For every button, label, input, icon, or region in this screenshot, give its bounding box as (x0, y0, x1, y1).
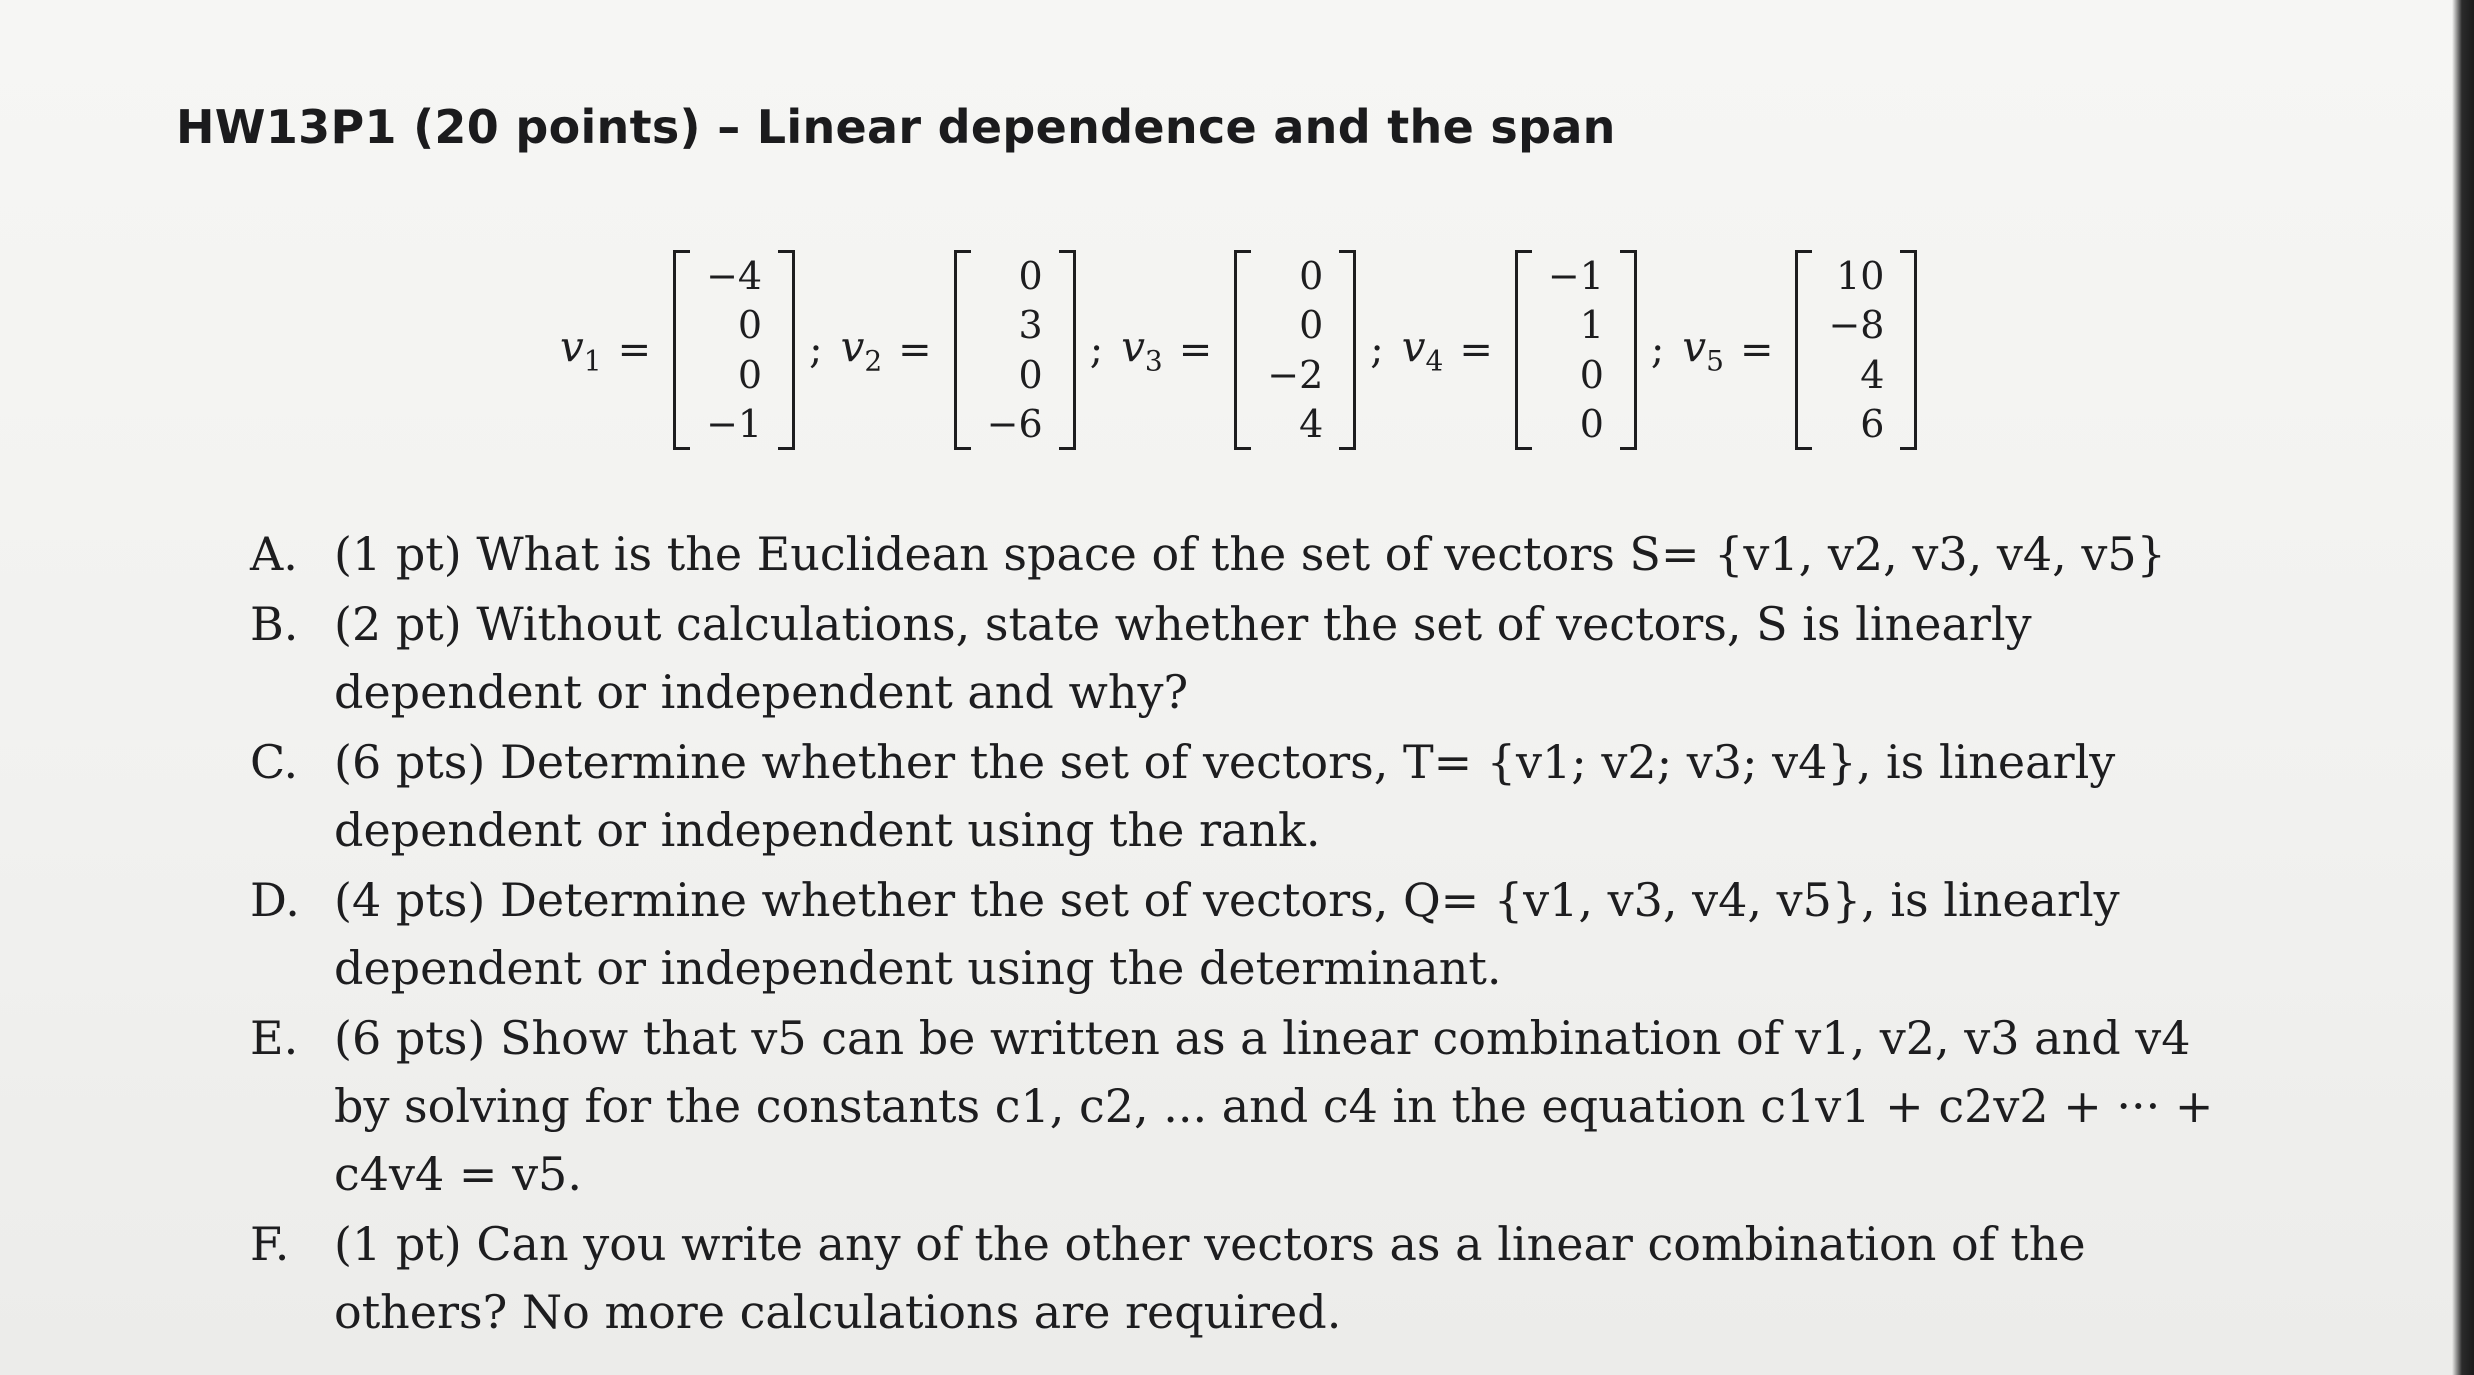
question-letter: D. (250, 873, 300, 927)
problem-title: HW13P1 (20 points) – Linear dependence and the span (176, 100, 1616, 154)
question-b (250, 590, 2250, 726)
column-matrix (1515, 250, 1637, 450)
equals-sign: = (898, 327, 932, 373)
matrix-entry: 0 (1579, 401, 1604, 446)
equals-sign: = (1739, 327, 1774, 373)
matrix-entry: −2 (1267, 352, 1324, 397)
matrix-entry: 3 (1018, 303, 1043, 348)
equals-sign: = (617, 327, 652, 373)
page-edge-shadow (2452, 0, 2474, 1375)
question-a (250, 520, 2250, 588)
matrix-entry: −1 (706, 401, 763, 446)
vector-definitions (560, 240, 1917, 460)
matrix-entry: −8 (1828, 303, 1885, 348)
vector-v4 (1402, 250, 1683, 450)
matrix-entry: 1 (1579, 303, 1604, 348)
vector-label: $v_2$ (840, 322, 883, 378)
separator: ; (1089, 327, 1104, 373)
question-c (250, 728, 2250, 864)
question-letter: B. (250, 597, 299, 651)
question-text: (1 pt) Can you write any of the other vectors as a linear combination of the others? No more calculations are required. (334, 1217, 2086, 1339)
question-letter: A. (250, 527, 298, 581)
matrix-entry: 10 (1836, 254, 1885, 298)
question-d (250, 866, 2250, 1002)
matrix-entry: 0 (1018, 352, 1043, 397)
equals-sign: = (1178, 327, 1213, 373)
vector-label: $v_1$ (560, 322, 602, 378)
vector-label: $v_5$ (1682, 322, 1724, 378)
separator: ; (809, 327, 823, 373)
question-text: (2 pt) Without calculations, state whether the set of vectors, S is linearly dependent or independent and why? (334, 597, 2032, 719)
question-letter: C. (250, 735, 299, 789)
vector-v5 (1682, 250, 1917, 450)
matrix-entry: −6 (986, 401, 1043, 446)
question-f (250, 1210, 2250, 1346)
vector-label: $v_3$ (1121, 322, 1163, 378)
separator: ; (1650, 327, 1665, 373)
matrix-entry: 0 (1299, 254, 1324, 298)
column-matrix (1795, 250, 1917, 450)
matrix-entry: 4 (1299, 401, 1324, 446)
column-matrix (673, 250, 795, 450)
column-matrix (1234, 250, 1356, 450)
matrix-entry: −1 (1547, 254, 1604, 298)
matrix-entry: −4 (706, 254, 763, 298)
column-matrix (954, 250, 1076, 450)
matrix-entry: 0 (737, 303, 763, 348)
vector-v2 (841, 250, 1122, 450)
vector-v1 (560, 250, 841, 450)
question-list (250, 520, 2250, 1348)
question-text: (6 pts) Show that v5 can be written as a linear combination of v1, v2, v3 and v4 by solving for the constants c1, c2, ... and c4 in the equation c1v1 + c2v2 + ··· + c4v4 = v5. (334, 1011, 2214, 1201)
matrix-entry: 0 (1579, 352, 1604, 397)
question-e (250, 1004, 2250, 1208)
question-letter: F. (250, 1217, 290, 1271)
matrix-entry: 6 (1860, 401, 1885, 446)
vector-v3 (1121, 250, 1402, 450)
vector-label: $v_4$ (1401, 322, 1444, 378)
question-text: (4 pts) Determine whether the set of vectors, Q= {v1, v3, v4, v5}, is linearly dependent or independent using the determinant. (334, 873, 2120, 995)
question-text: (6 pts) Determine whether the set of vectors, T= {v1; v2; v3; v4}, is linearly dependent or independent using the rank. (334, 735, 2116, 857)
matrix-entry: 4 (1860, 352, 1885, 397)
question-letter: E. (250, 1011, 299, 1065)
equals-sign: = (1459, 327, 1493, 373)
question-text: (1 pt) What is the Euclidean space of the set of vectors S= {v1, v2, v3, v4, v5} (334, 527, 2166, 581)
separator: ; (1370, 327, 1384, 373)
matrix-entry: 0 (1299, 303, 1324, 348)
matrix-entry: 0 (737, 352, 763, 397)
matrix-entry: 0 (1018, 254, 1043, 298)
